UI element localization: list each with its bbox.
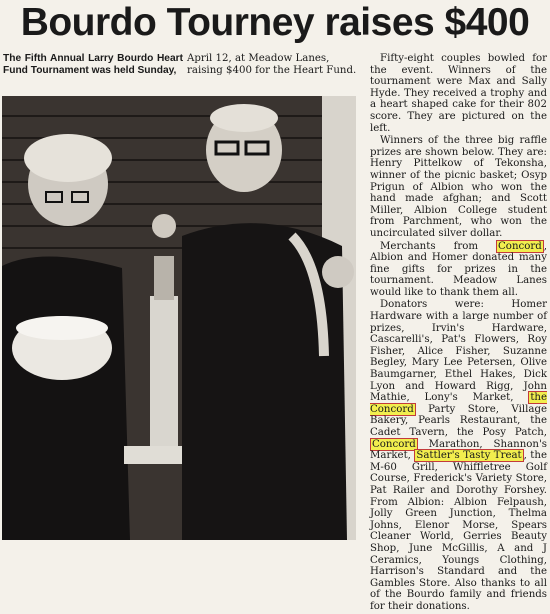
intro-column [3,53,183,76]
intro-text: The Fifth Annual Larry Bourdo Heart Fund Tournament was held Sunday, [3,53,183,76]
paragraph-raffle: Winners of the three big raffle prizes are shown below. They are: Henry Pittelkow of Tekonsha, winner of the picnic basket; Osyp Prigun of Albion who won the hand made afghan; and Scott Miller, Albion College student from Parchment, who won the uncirculated silver dollar. [370,135,547,239]
photo-illustration [2,96,356,540]
highlight-concord-marathon: Concord [372,438,416,450]
highlight-concord: Concord [498,240,542,252]
intro-continued: April 12, at Meadow Lanes, raising $400 for the Heart Fund. [187,53,357,76]
paragraph-winners: Fifty-eight couples bowled for the event. Winners of the tournament were Max and Sally Hyde. They received a trophy and a heart shaped cake for their 802 score. They are pictured on the left. [370,53,547,134]
winners-photo [2,96,356,540]
highlight-sattlers: Sattler's Tasty Treat [416,450,522,462]
paragraph-merchants: Merchants from Concord , Albion and Homer donated many fine gifts for prizes in the tournament. Meadow Lanes would like to thank them all. [370,240,547,298]
article-body [370,53,547,614]
highlight-the-concord: the Concord [370,392,547,415]
paragraph-donators: Donators were: Homer Hardware with a large number of prizes, Irvin's Hardware, Cascarelli's, Pat's Flowers, Roy Fisher, Alice Fisher, Suzanne Begley, Mary Lee Petersen, Olive Baumgarner, Ethel Hakes, Dick Lyon and Howard Rigg, John Mathie, Lony's Market, the Concord Party Store, Village Bakery, Pearls Restaurant, the Cadet Tavern, the Posy Patch, Concord Marathon, Shannon's Market, Sattler's Tasty Treat , the M-60 Grill, Whiffletree Golf Course, Frederick's Variety Store, Pat Railer and Dorothy Forshey. From Albion: Albion Felpaush, Jolly Green Junction, Thelma Johns, Elenor Morse, Spears Cleaner World, Gerries Beauty Shop, June McGillis, A and J Ceramics, Youngs Clothing, Harrison's Standard and the Gambles Store. Also thanks to all of the Bourdo family and friends for their donations. [370,299,547,612]
headline: Bourdo Tourney raises $400 [20,1,530,44]
